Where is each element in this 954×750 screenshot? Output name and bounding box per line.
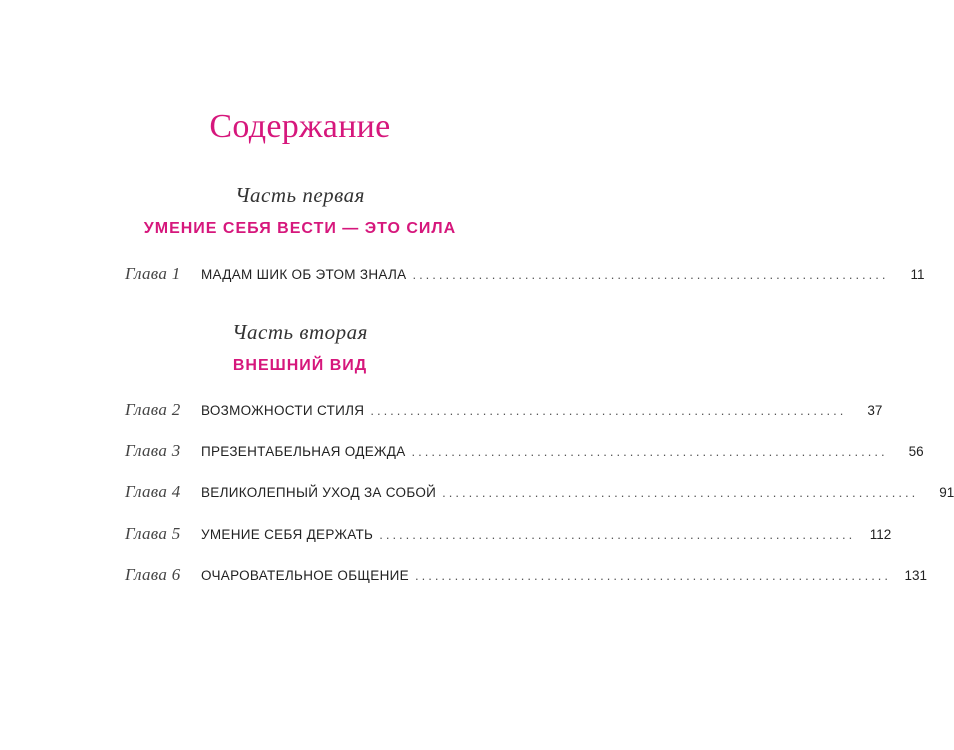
dot-leader: ........................................................................: [411, 444, 888, 459]
part-2-title: ВНЕШНИЙ ВИД: [232, 357, 368, 374]
toc-entry[interactable]: [125, 264, 925, 288]
page-number: 11: [910, 267, 925, 282]
chapter-title: ОЧАРОВАТЕЛЬНОЕ ОБЩЕНИЕ: [201, 568, 409, 583]
toc-entry[interactable]: [125, 482, 954, 506]
chapter-title: МАДАМ ШИК ОБ ЭТОМ ЗНАЛА: [201, 267, 407, 282]
toc-entry[interactable]: [125, 441, 924, 465]
chapter-title: ВОЗМОЖНОСТИ СТИЛЯ: [201, 403, 365, 418]
page-number: 56: [908, 444, 924, 459]
dot-leader: ........................................................................: [370, 403, 847, 418]
chapter-title: УМЕНИЕ СЕБЯ ДЕРЖАТЬ: [201, 527, 374, 542]
page-number: 131: [904, 568, 928, 583]
part-2-label: Часть вторая: [232, 320, 368, 344]
chapter-label: Глава 6: [125, 565, 181, 584]
page-number: 91: [939, 485, 954, 500]
chapter-label: Глава 2: [125, 400, 181, 419]
chapter-label: Глава 1: [125, 264, 181, 283]
chapter-label: Глава 3: [125, 441, 181, 460]
page-number: 112: [869, 527, 892, 542]
part-1-label: Часть первая: [235, 183, 365, 207]
page-title: Содержание: [209, 108, 391, 145]
dot-leader: ........................................................................: [442, 485, 919, 500]
page-number: 37: [867, 403, 883, 418]
toc-entry[interactable]: [125, 565, 928, 589]
chapter-title: ВЕЛИКОЛЕПНЫЙ УХОД ЗА СОБОЙ: [201, 485, 437, 500]
chapter-title: ПРЕЗЕНТАБЕЛЬНАЯ ОДЕЖДА: [201, 444, 406, 459]
dot-leader: ........................................................................: [412, 267, 889, 282]
chapter-label: Глава 5: [125, 524, 181, 543]
dot-leader: ........................................................................: [414, 568, 892, 583]
toc-entry[interactable]: [125, 524, 892, 548]
dot-leader: ........................................................................: [379, 527, 856, 542]
chapter-label: Глава 4: [125, 482, 181, 501]
part-1-title: УМЕНИЕ СЕБЯ ВЕСТИ — ЭТО СИЛА: [143, 220, 457, 237]
toc-entry[interactable]: [125, 400, 883, 424]
